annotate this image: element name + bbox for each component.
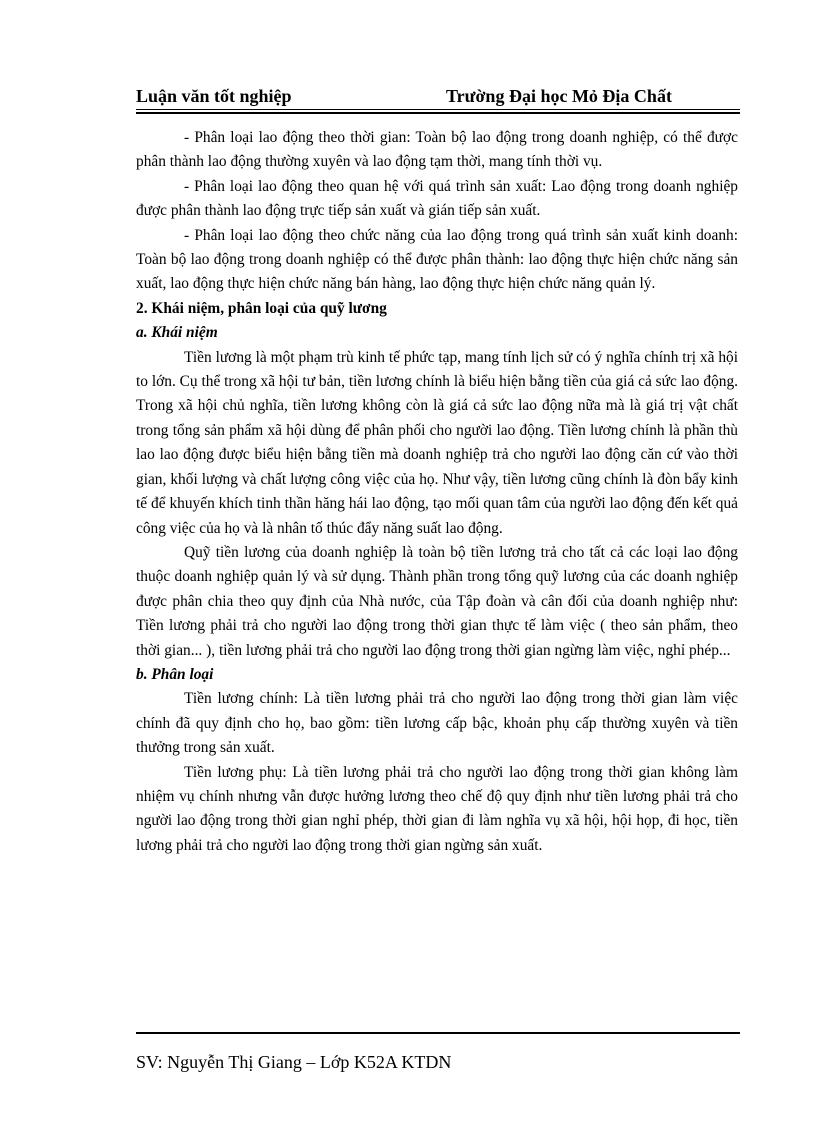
header-thesis-title: Luận văn tốt nghiệp xyxy=(136,86,292,106)
header-university: Trường Đại học Mỏ Địa Chất xyxy=(446,86,672,106)
subsection-heading-a: a. Khái niệm xyxy=(136,324,218,342)
document-body xyxy=(136,126,738,858)
header-rule-thick xyxy=(136,112,740,114)
footer-rule xyxy=(136,1032,740,1034)
paragraph-classification-by-function: - Phân loại lao động theo chức năng của lao động trong quá trình sản xuất kinh doanh: Toàn bộ lao động trong doanh nghiệp có thể được phân thành: lao động thực hiện chức năng sản xuất, lao động thực hiện chức năng bán hàng, lao động thực hiện chức năng quản lý. xyxy=(136,226,738,293)
subsection-heading-b: b. Phân loại xyxy=(136,665,214,683)
paragraph-secondary-wage: Tiền lương phụ: Là tiền lương phải trả cho người lao động trong thời gian không làm nhiệm vụ chính nhưng vẫn được hưởng lương theo chế độ quy định như tiền lương phải trả cho người lao động trong thời gian nghỉ phép, thời gian đi làm nghĩa vụ xã hội, hội họp, đi học, tiền lương phải trả cho người lao động trong thời gian ngừng sản xuất. xyxy=(136,763,738,854)
paragraph-wage-fund: Quỹ tiền lương của doanh nghiệp là toàn bộ tiền lương trả cho tất cả các loại lao động thuộc doanh nghiệp quản lý và sử dụng. Thành phần trong tổng quỹ lương của các doanh nghiệp được phân chia theo quy định của Nhà nước, của Tập đoàn và cân đối của doanh nghiệp như: Tiền lương phải trả cho người lao động trong thời gian thực tế làm việc ( theo sản phẩm, theo thời gian... ), tiền lương phải trả cho người lao động trong thời gian ngừng làm việc, nghỉ phép... xyxy=(136,543,738,659)
header-rule-thin xyxy=(136,109,740,110)
paragraph-wage-concept: Tiền lương là một phạm trù kinh tế phức tạp, mang tính lịch sử có ý nghĩa chính trị xã hội to lớn. Cụ thể trong xã hội tư bản, tiền lương chính là biểu hiện bằng tiền của giá cả sức lao động. Trong xã hội chủ nghĩa, tiền lương không còn là giá cả sức lao động nữa mà là giá trị vật chất trong tổng sản phẩm xã hội dùng để phân phối cho người lao động. Tiền lương chính là phần thù lao lao động được biểu hiện bằng tiền mà doanh nghiệp trả cho người lao động căn cứ vào thời gian, khối lượng và chất lượng công việc của họ. Như vậy, tiền lương cũng chính là đòn bẩy kinh tế để khuyến khích tinh thần hăng hái lao động, tạo mối quan tâm của người lao động đến kết quả công việc của họ và là nhân tố thúc đẩy năng suất lao động. xyxy=(136,348,738,537)
page-footer: SV: Nguyễn Thị Giang – Lớp K52A KTDN xyxy=(136,1052,452,1072)
paragraph-classification-by-production: - Phân loại lao động theo quan hệ với quá trình sản xuất: Lao động trong doanh nghiệp được phân thành lao động trực tiếp sản xuất và gián tiếp sản xuất. xyxy=(136,177,738,220)
page-header xyxy=(136,80,740,110)
paragraph-main-wage: Tiền lương chính: Là tiền lương phải trả cho người lao động trong thời gian làm việc chính đã quy định cho họ, bao gồm: tiền lương cấp bậc, khoản phụ cấp thường xuyên và tiền thưởng trong sản xuất. xyxy=(136,690,738,757)
paragraph-classification-by-time: - Phân loại lao động theo thời gian: Toàn bộ lao động trong doanh nghiệp, có thể được phân thành lao động thường xuyên và lao động tạm thời, mang tính thời vụ. xyxy=(136,129,738,171)
section-heading: 2. Khái niệm, phân loại của quỹ lương xyxy=(136,299,387,317)
